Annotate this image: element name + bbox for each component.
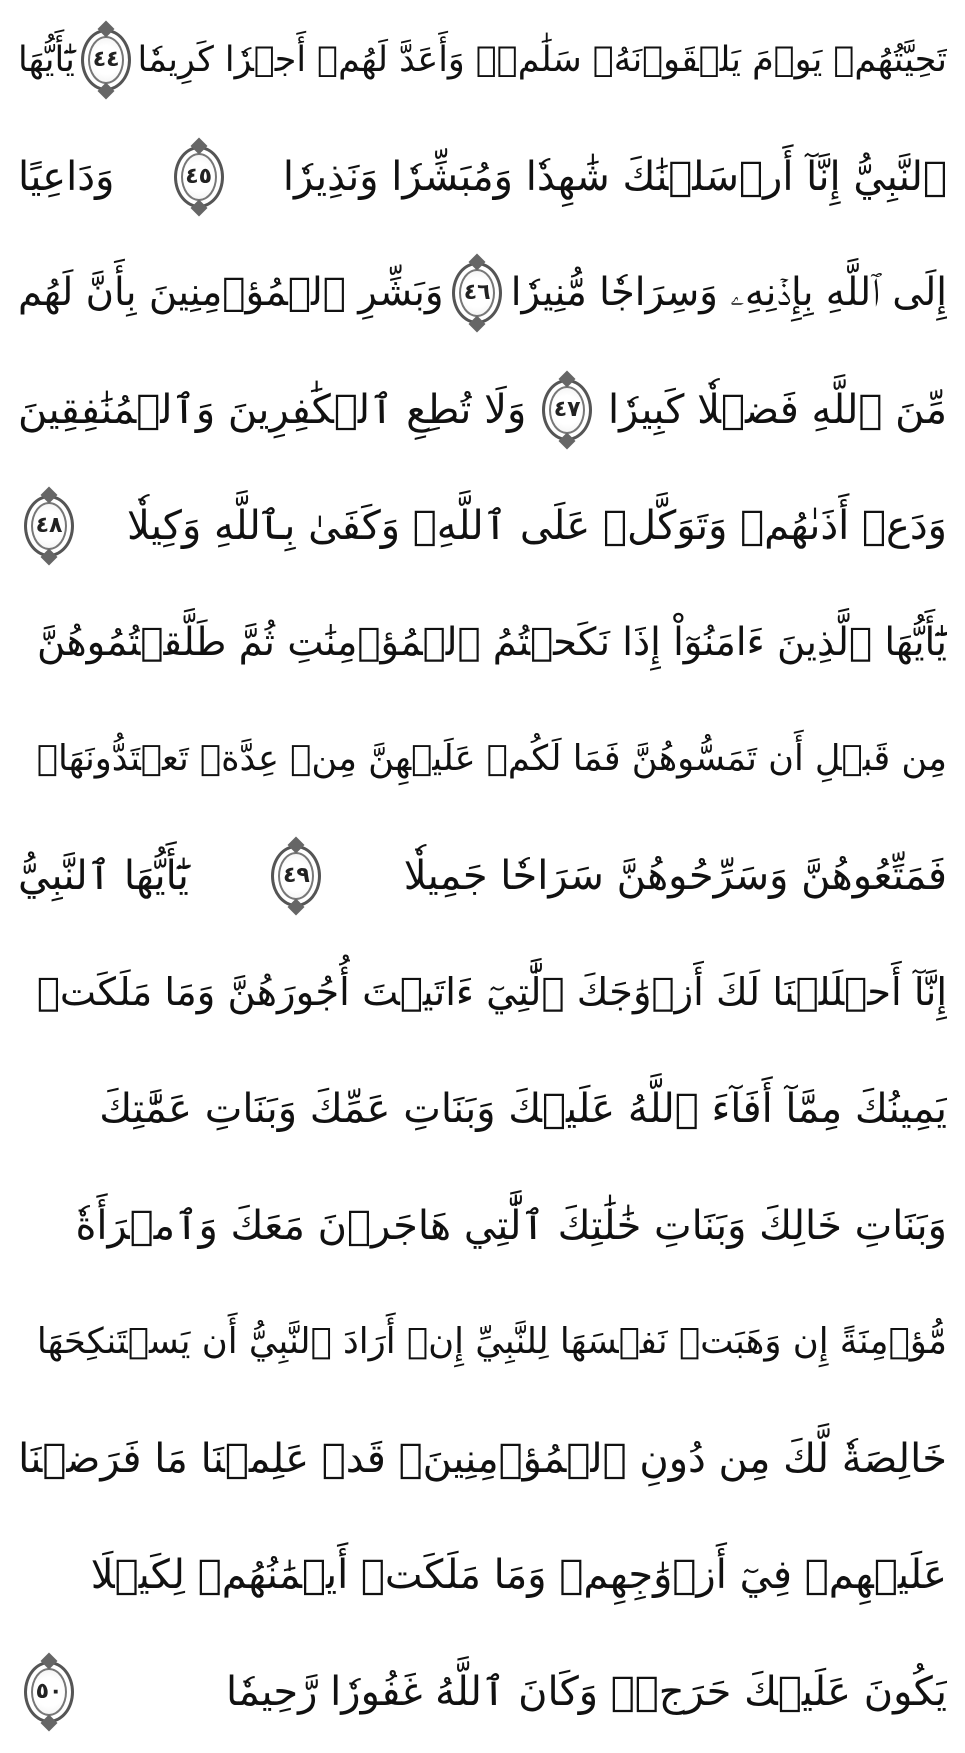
verse-text: عَلَيۡهِمۡ فِيٓ أَزۡوَٰجِهِمۡ وَمَا مَلَكَتۡ أَيۡمَٰنُهُمۡ لِكَيۡلَا [90,1552,947,1599]
verse-text: وَبَشِّرِ ٱلۡمُؤۡمِنِينَ بِأَنَّ لَهُم [18,270,444,316]
text-line [18,123,947,231]
text-line [18,472,947,580]
verse-text: إِلَى ٱللَّهِ بِإِذۡنِهِۦ وَسِرَاجٗا مُّنِيرٗا [510,270,947,316]
verse-text: خَالِصَةٗ لَّكَ مِن دُونِ ٱلۡمُؤۡمِنِينَۗ قَدۡ عَلِمۡنَا مَا فَرَضۡنَا [18,1435,947,1482]
verse-text: فَمَتِّعُوهُنَّ وَسَرِّحُوهُنَّ سَرَاحٗا جَمِيلٗا [403,852,947,899]
ayah-number-marker [271,845,321,907]
ayah-number: ٤٤ [92,47,120,72]
verse-text: وَلَا تُطِعِ ٱلۡكَٰفِرِينَ وَٱلۡمُنَٰفِقِينَ [18,386,527,433]
ayah-number-marker [24,1661,74,1723]
ayah-number: ٥٠ [35,1678,63,1704]
text-line [18,356,947,464]
verse-text: وَدَعۡ أَذَىٰهُمۡ وَتَوَكَّلۡ عَلَى ٱللَّهِۚ وَكَفَىٰ بِٱللَّهِ وَكِيلٗا [126,503,947,550]
verse-text: وَبَنَاتِ خَالِكَ وَبَنَاتِ خَٰلَٰتِكَ ٱلَّٰتِي هَاجَرۡنَ مَعَكَ وَٱمۡرَأَةٗ [75,1202,947,1249]
ayah-number: ٤٧ [553,396,581,422]
mushaf-page [18,6,947,1746]
text-line [18,822,947,930]
verse-text: يَكُونَ عَلَيۡكَ حَرَجٞۗ وَكَانَ ٱللَّهُ غَفُورٗا رَّحِيمٗا [226,1668,947,1715]
ayah-number-marker [452,262,502,324]
ayah-number-marker [542,379,592,441]
ayah-number-marker [174,146,224,208]
verse-text: يَمِينُكَ مِمَّآ أَفَآءَ ٱللَّهُ عَلَيۡكَ وَبَنَاتِ عَمِّكَ وَبَنَاتِ عَمَّٰتِكَ [99,1086,947,1133]
ayah-number: ٤٨ [35,513,63,539]
ayah-number-marker [24,495,74,557]
verse-text: يَٰٓأَيُّهَا ٱلنَّبِيُّ [18,852,189,899]
text-line [18,1521,947,1629]
text-line [18,1638,947,1746]
ayah-number: ٤٩ [282,862,310,888]
verse-text: ٱلنَّبِيُّ إِنَّآ أَرۡسَلۡنَٰكَ شَٰهِدٗا وَمُبَشِّرٗا وَنَذِيرٗا [282,153,947,200]
text-line [18,1288,947,1396]
verse-text: مِّنَ ٱللَّهِ فَضۡلٗا كَبِيرٗا [608,386,947,433]
verse-text: يَٰٓأَيُّهَا ٱلَّذِينَ ءَامَنُوٓاْ إِذَا نَكَحۡتُمُ ٱلۡمُؤۡمِنَٰتِ ثُمَّ طَلَّقۡتُمُوهُنَّ [37,619,947,665]
text-line [18,239,947,347]
ayah-number-marker [81,29,131,91]
verse-text: مُّؤۡمِنَةً إِن وَهَبَتۡ نَفۡسَهَا لِلنَّبِيِّ إِنۡ أَرَادَ ٱلنَّبِيُّ أَن يَسۡتَنكِحَهَا [36,1321,947,1363]
verse-text: مِن قَبۡلِ أَن تَمَسُّوهُنَّ فَمَا لَكُمۡ عَلَيۡهِنَّ مِنۡ عِدَّةٖ تَعۡتَدُّونَهَاۖ [36,738,947,780]
verse-text: إِنَّآ أَحۡلَلۡنَا لَكَ أَزۡوَٰجَكَ ٱلَّٰتِيٓ ءَاتَيۡتَ أُجُورَهُنَّ وَمَا مَلَكَتۡ [36,969,947,1015]
text-line [18,705,947,813]
ayah-number: ٤٥ [185,163,213,189]
verse-text: تَحِيَّتُهُمۡ يَوۡمَ يَلۡقَوۡنَهُۥ سَلَٰمٞۚ وَأَعَدَّ لَهُمۡ أَجۡرٗا كَرِيمٗا [137,40,947,80]
text-line [18,589,947,697]
verse-text: وَدَاعِيًا [18,153,115,200]
text-line [18,6,947,114]
text-line [18,939,947,1047]
verse-text: يَٰٓأَيُّهَا [18,40,75,80]
ayah-number: ٤٦ [463,280,491,306]
text-line [18,1405,947,1513]
text-line [18,1055,947,1163]
text-line [18,1172,947,1280]
